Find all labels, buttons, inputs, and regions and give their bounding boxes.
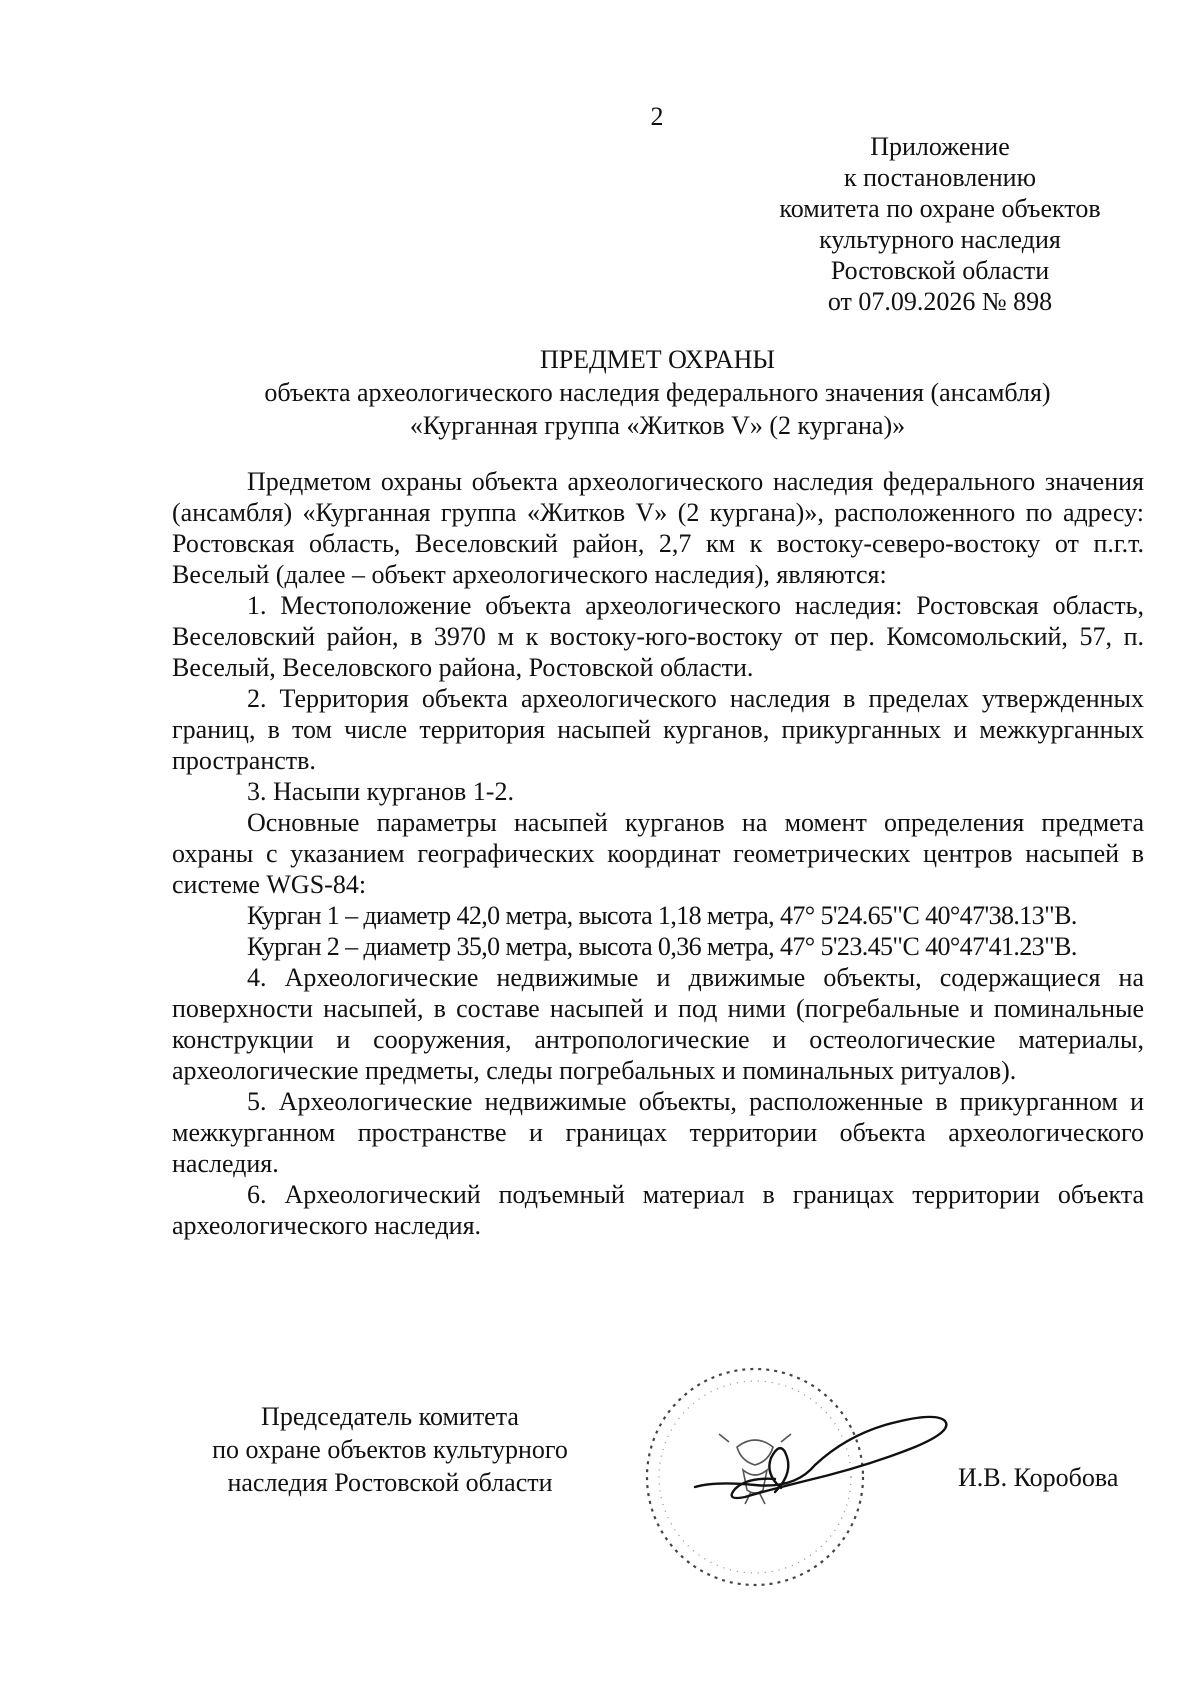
document-body bbox=[172, 466, 1144, 1241]
page-number: 2 bbox=[650, 102, 664, 131]
kurgan-2-parameters: Курган 2 – диаметр 35,0 метра, высота 0,36 метра, 47° 5'23.45"С 40°47'41.23"В. bbox=[247, 932, 1077, 961]
title-object-name: «Курганная группа «Житков V» (2 кургана)» bbox=[409, 411, 906, 440]
seal-outer-ring bbox=[647, 1369, 863, 1585]
appendix-line: от 07.09.2026 № 898 bbox=[827, 287, 1053, 316]
appendix-line: Ростовской области bbox=[830, 256, 1050, 285]
appendix-header bbox=[740, 131, 1140, 317]
appendix-line: Приложение bbox=[870, 132, 1010, 161]
item-3-mounds: 3. Насыпи курганов 1-2. bbox=[247, 777, 514, 806]
intro-paragraph: Предметом охраны объекта археологического наследия федерального значения (ансамбля) «Курганная группа «Житков V» (2 кургана)», расположенного по адресу: Ростовская область, Веселовский район, 2,7 км к востоку-северо-востоку от п.г.т. Веселый (далее – объект археологического наследия), являются: bbox=[172, 467, 1144, 589]
appendix-line: к постановлению bbox=[843, 163, 1037, 192]
item-2-territory: 2. Территория объекта археологического наследия в пределах утвержденных границ, в том числе территория насыпей курганов, прикурганных и межкурганных пространств. bbox=[172, 684, 1144, 775]
position-line: наследия Ростовской области bbox=[227, 1468, 553, 1497]
official-seal-icon bbox=[625, 1352, 965, 1602]
kurgan-1-parameters: Курган 1 – диаметр 42,0 метра, высота 1,18 метра, 47° 5'24.65"С 40°47'38.13"В. bbox=[247, 901, 1077, 930]
title-heading: ПРЕДМЕТ ОХРАНЫ bbox=[539, 345, 776, 374]
position-line: по охране объектов культурного bbox=[212, 1435, 568, 1464]
signatory-position bbox=[170, 1400, 610, 1499]
document-title bbox=[170, 343, 1145, 442]
item-4-objects: 4. Археологические недвижимые и движимые объекты, содержащиеся на поверхности насыпей, в составе насыпей и под ними (погребальные и поминальные конструкции и сооружения, антропологические и остеологические материалы, археологические предметы, следы погребальных и поминальных ритуалов). bbox=[172, 963, 1144, 1085]
appendix-line: культурного наследия bbox=[819, 225, 1061, 254]
item-1-location: 1. Местоположение объекта археологического наследия: Ростовская область, Веселовский район, в 3970 м к востоку-юго-востоку от пер. Комсомольский, 57, п. Веселый, Веселовского района, Ростовской области. bbox=[172, 591, 1144, 682]
signature-icon bbox=[695, 1417, 946, 1498]
appendix-line: комитета по охране объектов bbox=[779, 194, 1101, 223]
parameters-paragraph: Основные параметры насыпей курганов на момент определения предмета охраны с указанием географических координат геометрических центров насыпей в системе WGS-84: bbox=[172, 808, 1144, 899]
title-subtitle: объекта археологического наследия федерального значения (ансамбля) bbox=[264, 378, 1051, 407]
position-line: Председатель комитета bbox=[261, 1402, 519, 1431]
signer-name: И.В. Коробова bbox=[958, 1463, 1119, 1492]
item-5-objects: 5. Археологические недвижимые объекты, расположенные в прикурганном и межкурганном пространстве и границах территории объекта археологического наследия. bbox=[172, 1087, 1144, 1178]
item-6-material: 6. Археологический подъемный материал в границах территории объекта археологического наследия. bbox=[172, 1180, 1144, 1240]
